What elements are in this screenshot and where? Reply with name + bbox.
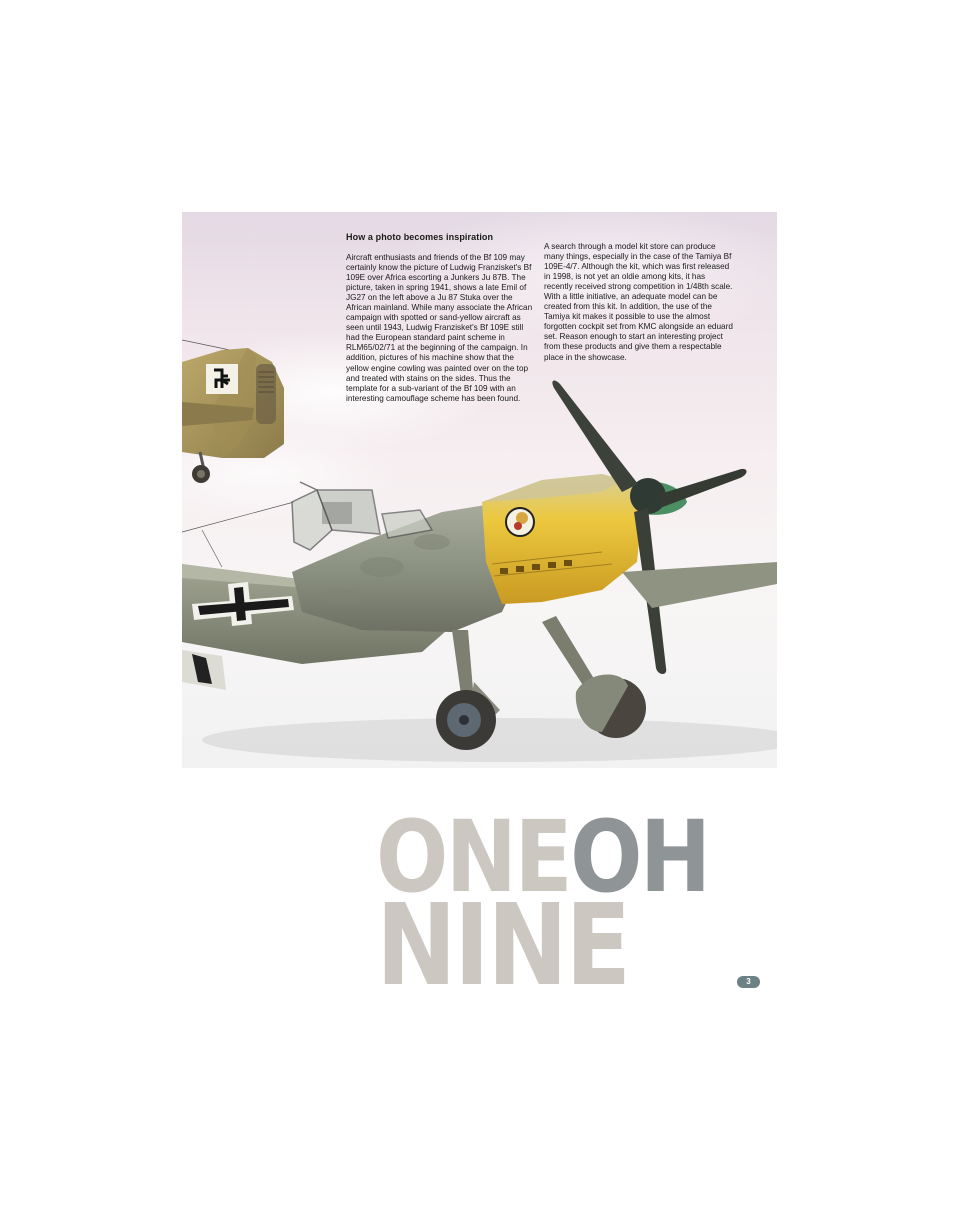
title-word-nine: NINE xyxy=(376,881,629,1011)
article-column-left: Aircraft enthusiasts and friends of the Bf 109 may certainly know the picture of Ludwig Franzisket's Bf 109E over Africa escorting a Junkers Ju 87B. The picture, taken in spring 1941, shows a late Emil of JG27 on the left above a Ju 87 Stuka over the African mainland. While many associate the African campaign with spotted or sand-yellow aircraft as seen until 1943, Ludwig Franzisket's Bf 109E still had the European standard paint scheme in RLM65/02/71 at the beginning of the campaign. In addition, pictures of his machine show that the yellow engine cowling was painted over on the top and treated with stains on the sides. Thus the template for a sub-variant of the Bf 109 with an interesting camouflage scheme has been found. xyxy=(346,253,533,403)
title-word-oh: OH xyxy=(570,800,709,915)
one-oh-nine-title xyxy=(376,800,709,1011)
hero-photo xyxy=(182,212,777,768)
title-line-1 xyxy=(376,800,709,915)
article-heading: How a photo becomes inspiration xyxy=(346,232,494,242)
yellow-engine-cowling xyxy=(482,474,642,604)
title-word-one: ONE xyxy=(376,800,571,915)
squadron-emblem xyxy=(506,508,534,536)
title-line-2 xyxy=(376,881,666,1011)
article-column-right: A search through a model kit store can produce many things, especially in the case of the Tamiya Bf 109E-4/7. Although the kit, which was first released in 1998, is not yet an oldie among kits, it has recently received strong competition in 1/48th scale. With a little initiative, an adequate model can be created from this kit. In addition, the use of the Tamiya kit makes it possible to use the almost forgotten cockpit set from KMC alongside an eduard set. Reason enough to start an interesting project from these products and give them a respectable place in the showcase. xyxy=(544,242,733,362)
page-number-badge: 3 xyxy=(737,976,760,988)
